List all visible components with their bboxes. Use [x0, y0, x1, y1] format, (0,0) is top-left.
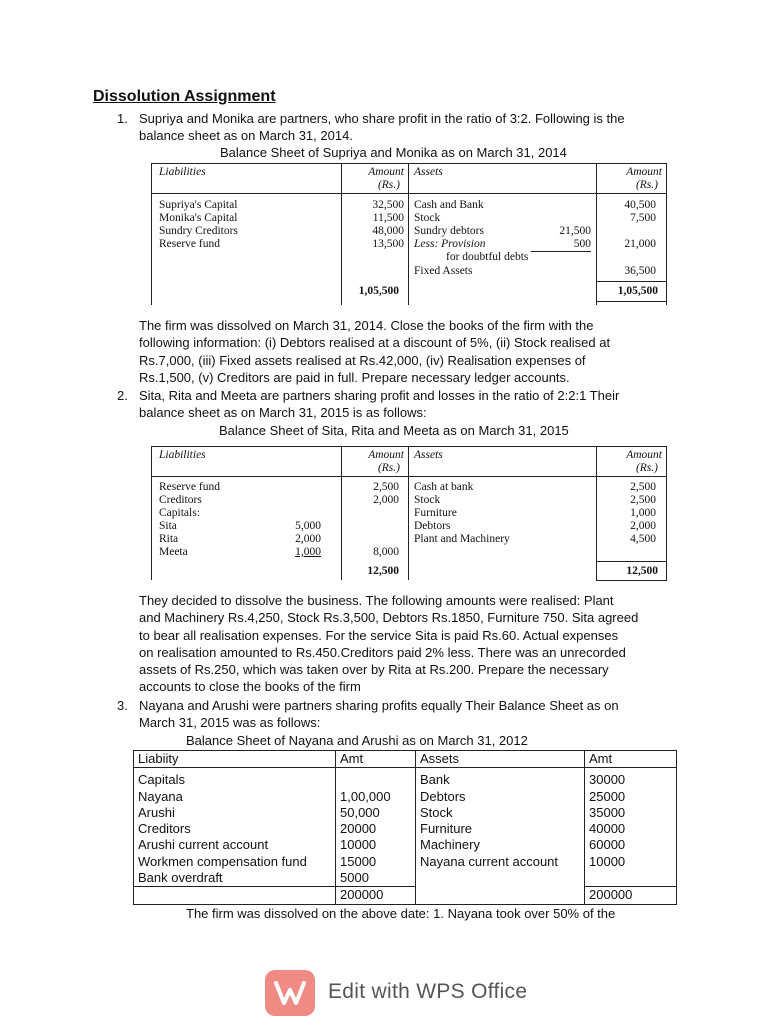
liability-amount: 32,500	[372, 199, 404, 211]
asset-item: Cash at bank	[414, 481, 474, 493]
table-header-row	[134, 751, 677, 768]
asset-amount: 2,500	[630, 494, 656, 506]
question-number: 1.	[117, 111, 128, 126]
liability-amount: 2,000	[373, 494, 399, 506]
question-text: Supriya and Monika are partners, who share profit in the ratio of 3:2. Following is the balance sheet as on March 31, 2014.	[139, 111, 625, 144]
asset-item: for doubtful debts	[446, 251, 529, 263]
liability-item: Creditors	[159, 494, 202, 506]
header-rs-2: (Rs.)	[635, 179, 658, 191]
table-caption: Balance Sheet of Supriya and Monika as on March 31, 2014	[220, 145, 567, 160]
balance-sheet-table	[151, 163, 667, 305]
sub-amount: 21,500	[559, 225, 591, 237]
liability-amount: 8,000	[373, 546, 399, 558]
capital-amount: 1,000	[295, 546, 321, 558]
liability-item: Supriya's Capital	[159, 199, 238, 211]
asset-amount: 2,500	[630, 481, 656, 493]
wps-logo-icon	[265, 970, 315, 1016]
table-caption: Balance Sheet of Nayana and Arushi as on March 31, 2012	[186, 733, 528, 748]
asset-item: Cash and Bank	[414, 199, 484, 211]
header-amount: Amount	[368, 166, 404, 178]
asset-column: Bank Debtors Stock Furniture Machinery Nayana current account	[416, 768, 585, 904]
liability-amount: 48,000	[372, 225, 404, 237]
liability-item: Monika's Capital	[159, 212, 238, 224]
header-rs-2: (Rs.)	[635, 462, 658, 474]
liability-amount: 2,500	[373, 481, 399, 493]
header-rs: (Rs.)	[377, 179, 400, 191]
balance-sheet-grid	[133, 750, 677, 905]
asset-item: Debtors	[414, 520, 451, 532]
total-liabilities: 200000	[336, 887, 416, 904]
asset-item: Furniture	[414, 507, 457, 519]
total-assets: 200000	[585, 887, 677, 904]
asset-item: Less: Provision	[414, 238, 486, 250]
asset-item: Stock	[414, 494, 441, 506]
asset-item: Stock	[414, 212, 441, 224]
question-number: 2.	[117, 388, 128, 403]
header-rs: (Rs.)	[377, 462, 400, 474]
asset-item: Plant and Machinery	[414, 533, 510, 545]
table-row	[134, 768, 677, 887]
liability-column: Capitals Nayana Arushi Creditors Arushi current account Workmen compensation fund Bank overdraft	[134, 768, 336, 887]
asset-amount-column: 30000 25000 35000 40000 60000 10000	[585, 768, 677, 887]
header-amount-2: Amount	[626, 166, 662, 178]
total-liabilities: 12,500	[367, 565, 399, 577]
asset-amount: 21,000	[624, 238, 656, 250]
liability-amount-column: 1,00,000 50,000 20000 10000 15000 5000	[336, 768, 416, 887]
question-number: 3.	[117, 698, 128, 713]
total-liabilities: 1,05,500	[358, 285, 399, 297]
page-title: Dissolution Assignment	[93, 88, 276, 105]
header-amount: Amount	[368, 449, 404, 461]
header-assets: Assets	[414, 449, 443, 461]
question-continuation: The firm was dissolved on the above date: 1. Nayana took over 50% of the	[186, 906, 616, 921]
liability-item: Reserve fund	[159, 481, 220, 493]
question-paragraph: They decided to dissolve the business. The following amounts were realised: Plant and Machinery Rs.4,250, Stock Rs.3,500, Debtors Rs.1850, Furniture 750. Sita agreed to bear all realisation expenses. For the service Sita is paid Rs.60. Actual expenses on realisation amounted to Rs.450.Creditors paid 2% less. There was an unrecorded assets of Rs.250, which was taken over by Rita at Rs.200. Prepare the necessary accounts to close the books of the firm	[139, 593, 639, 695]
header-cell: Assets	[416, 751, 585, 768]
liability-item: Sita	[159, 520, 177, 532]
asset-amount: 2,000	[630, 520, 656, 532]
liability-amount: 13,500	[372, 238, 404, 250]
asset-item: Sundry debtors	[414, 225, 484, 237]
sub-amount: 500	[531, 238, 591, 252]
liability-item: Meeta	[159, 546, 188, 558]
liability-item: Rita	[159, 533, 179, 545]
header-cell: Amt	[336, 751, 416, 768]
asset-amount: 40,500	[624, 199, 656, 211]
balance-sheet-table	[151, 446, 667, 580]
header-liabilities: Liabilities	[159, 166, 206, 178]
liability-item: Reserve fund	[159, 238, 220, 250]
empty-cell	[134, 887, 336, 904]
capital-amount: 5,000	[295, 520, 321, 532]
question-paragraph: The firm was dissolved on March 31, 2014. Close the books of the firm with the following information: (i) Debtors realised at a discount of 5%, (ii) Stock realised at Rs.7,000, (iii) Fixed assets realised at Rs.42,000, (iv) Realisation expenses of Rs.1,500, (v) Creditors are paid in full. Prepare necessary ledger accounts.	[139, 318, 611, 385]
asset-item: Fixed Assets	[414, 265, 473, 277]
total-assets: 1,05,500	[617, 285, 658, 297]
total-row	[134, 887, 677, 904]
header-amount-2: Amount	[626, 449, 662, 461]
asset-amount: 1,000	[630, 507, 656, 519]
question-text: Sita, Rita and Meeta are partners sharing profit and losses in the ratio of 2:2:1 Their balance sheet as on March 31, 2015 is as follows:	[139, 388, 620, 421]
liability-item: Sundry Creditors	[159, 225, 238, 237]
header-assets: Assets	[414, 166, 443, 178]
header-cell: Liabiity	[134, 751, 336, 768]
header-cell: Amt	[585, 751, 677, 768]
total-assets: 12,500	[626, 565, 658, 577]
liability-item: Capitals:	[159, 507, 200, 519]
capital-amount: 2,000	[295, 533, 321, 545]
wps-edit-link[interactable]: Edit with WPS Office	[328, 980, 528, 1003]
question-text: Nayana and Arushi were partners sharing profits equally Their Balance Sheet as on March 31, 2015 was as follows:	[139, 698, 619, 731]
liability-amount: 11,500	[372, 212, 404, 224]
asset-amount: 36,500	[624, 265, 656, 277]
table-caption: Balance Sheet of Sita, Rita and Meeta as on March 31, 2015	[219, 423, 569, 438]
header-liabilities: Liabilities	[159, 449, 206, 461]
asset-amount: 7,500	[630, 212, 656, 224]
asset-amount: 4,500	[630, 533, 656, 545]
